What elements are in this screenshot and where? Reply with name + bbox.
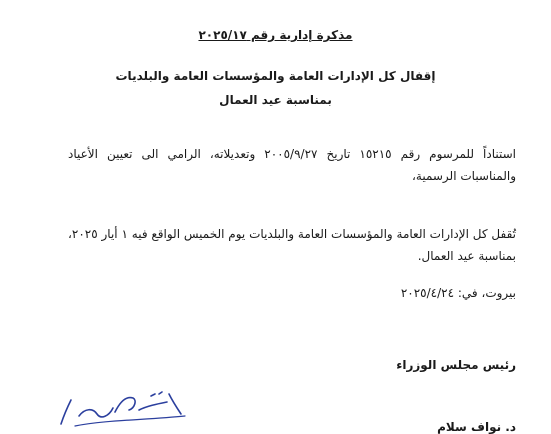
memo-subject (0, 64, 551, 112)
signatory-name: د. نواف سلام (437, 420, 516, 434)
handwritten-signature (55, 386, 195, 430)
memo-title: مذكرة إدارية رقم ٢٠٢٥/١٧ (198, 28, 353, 42)
place-and-date: بيروت، في: ٢٠٢٥/٤/٢٤ (400, 286, 516, 300)
paragraph-legal-basis: استناداً للمرسوم رقم ١٥٢١٥ تاريخ ٢٠٠٥/٩/٢٧ وتعديلاته، الرامي الى تعيين الأعياد والمناسبات الرسمية، (68, 147, 516, 183)
signatory-title: رئيس مجلس الوزراء (396, 358, 516, 372)
paragraph-closure-decision: تُقفل كل الإدارات العامة والمؤسسات العامة والبلديات يوم الخميس الواقع فيه ١ أيار ٢٠٢٥، بمناسبة عيد العمال. (68, 227, 516, 263)
subject-line-1: إقفال كل الإدارات العامة والمؤسسات العامة والبلديات (115, 69, 436, 83)
subject-line-2: بمناسبة عيد العمال (219, 93, 332, 107)
